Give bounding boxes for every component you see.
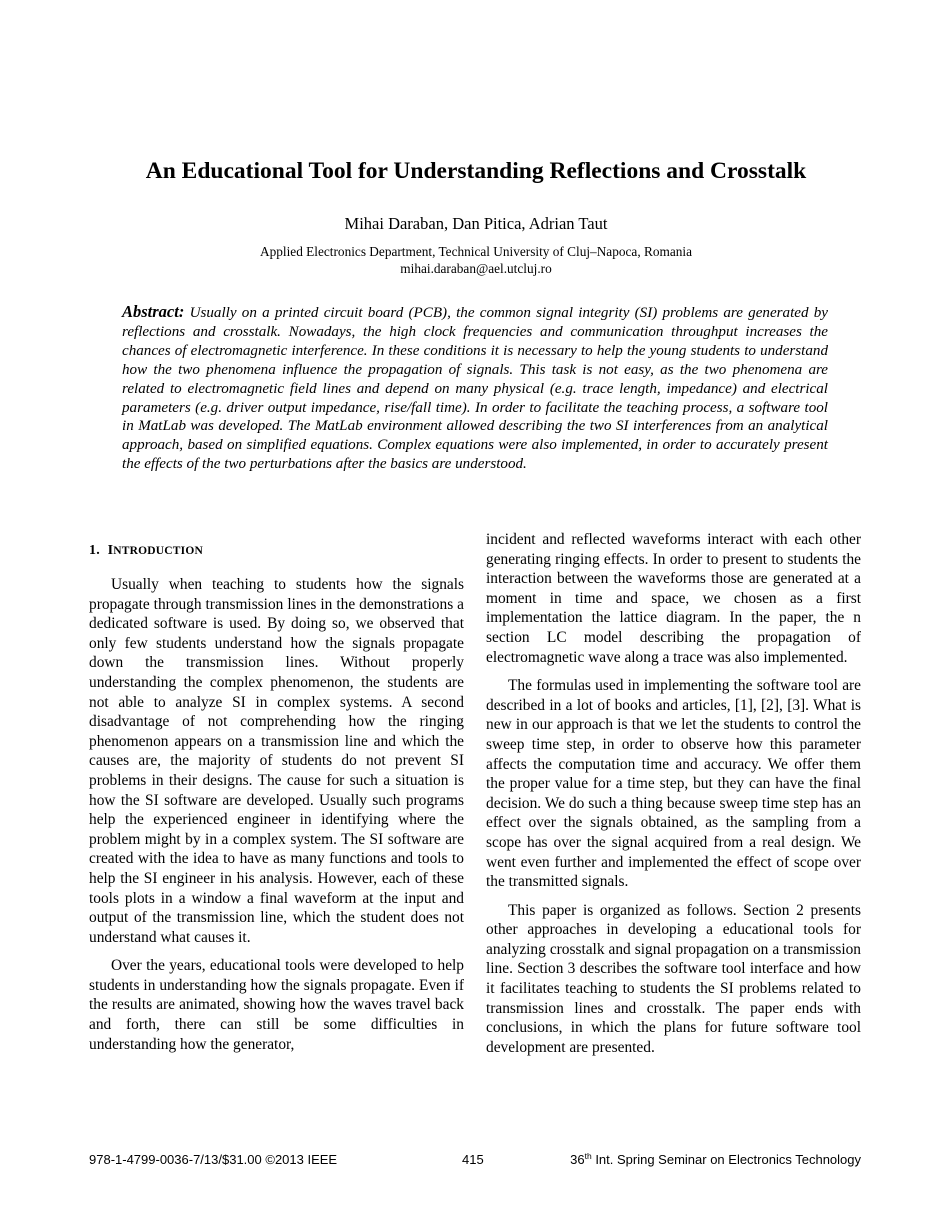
right-column bbox=[486, 530, 861, 1066]
conference-number: 36 bbox=[570, 1152, 585, 1167]
page-number: 415 bbox=[462, 1152, 484, 1167]
abstract-text: Usually on a printed circuit board (PCB), the common signal integrity (SI) problems are generated by reflections and crosstalk. Nowadays, the high clock frequencies and communication throughput increases the chances of electromagnetic interference. In these conditions it is necessary to help the young students to understand how the two phenomena influence the propagation of signals. This task is not easy, as the two phenomena are related to electromagnetic field lines and depend on many physical (e.g. trace length, impedance) and electrical parameters (e.g. driver output impedance, rise/fall time). In order to facilitate the teaching process, a software tool in MatLab was developed. The MatLab environment allowed describing the two SI interferences from an analytical approach, based on simplified equations. Complex equations were also implemented, in order to accurately present the effects of the two perturbations after the basics are understood. bbox=[122, 305, 828, 473]
paragraph-2-continued: incident and reflected waveforms interact with each other generating ringing effects. In order to present to students the interaction between the waveforms those are generated at a moment in time and space, we chosen as a first implementation the lattice diagram. In the paper, the n section LC model describing the propagation of electromagnetic wave along a trace was also implemented. bbox=[486, 531, 861, 666]
paragraph-4: This paper is organized as follows. Section 2 presents other approaches in developing a educational tools for analyzing crosstalk and signal propagation on a transmission line. Section 3 describes the software tool interface and how it facilitates teaching to students the SI problems related to transmission lines and crosstalk. The paper ends with conclusions, in which the plans for future software tool development are presented. bbox=[486, 901, 861, 1056]
conference-name: Int. Spring Seminar on Electronics Technology bbox=[591, 1152, 861, 1167]
footer-isbn: 978-1-4799-0036-7/13/$31.00 ©2013 IEEE bbox=[89, 1152, 338, 1167]
paper-title: An Educational Tool for Understanding Reflections and Crosstalk bbox=[145, 158, 807, 184]
section-heading-introduction bbox=[89, 541, 464, 561]
author-email: mihai.daraban@ael.utcluj.ro bbox=[400, 261, 552, 276]
section-title-initial: I bbox=[107, 543, 114, 558]
abstract-label: Abstract: bbox=[122, 302, 185, 321]
affiliation: Applied Electronics Department, Technical University of Cluj–Napoca, Romania bbox=[260, 244, 692, 259]
footer-conference bbox=[570, 1152, 861, 1167]
page-footer bbox=[0, 1152, 952, 1172]
paragraph-1: Usually when teaching to students how the signals propagate through transmission lines in the demonstrations a dedicated software is used. By doing so, we observed that only few students understand how the signals propagate down the transmission lines. Without properly understanding the complex phenomenon, the students are not able to analyze SI in complex systems. A second disadvantage of not comprehending how the ringing phenomenon appears on a transmission line and which the causes are, the majority of students do not prevent SI problems in their designs. The cause for such a situation is how the SI software are developed. Usually such programs help the experienced engineer in identifying where the problem might by in a complex system. The SI software are created with the idea to have as many functions and tools to help the SI engineer in his analysis. However, each of these tools plots in a window a final waveform at the input and output of the transmission line, which the student does not understand what causes it. bbox=[89, 576, 464, 946]
section-number: 1. bbox=[89, 543, 100, 558]
abstract bbox=[122, 303, 828, 474]
left-column bbox=[89, 530, 464, 1063]
paragraph-3: The formulas used in implementing the software tool are described in a lot of books and articles, [1], [2], [3]. What is new in our approach is that we let the students to control the sweep time step, in order to observe how this parameter affects the computation time and accuracy. We offer them the proper value for a time step, but they can have the final decision. We do such a thing because sweep time step has an effect over the signals obtained, as the sampling from a scope has over the signal acquired from a real design. We went even further and implemented the effect of scope over the transmitted signals. bbox=[486, 677, 861, 891]
section-title-rest: NTRODUCTION bbox=[113, 545, 204, 557]
conference-ordinal: th bbox=[584, 1151, 592, 1161]
paragraph-2: Over the years, educational tools were developed to help students in understanding how the signals propagate. Even if the results are animated, showing how the waves travel back and forth, there can still be some difficulties in understanding how the generator, bbox=[89, 957, 464, 1053]
author-list: Mihai Daraban, Dan Pitica, Adrian Taut bbox=[344, 214, 608, 233]
